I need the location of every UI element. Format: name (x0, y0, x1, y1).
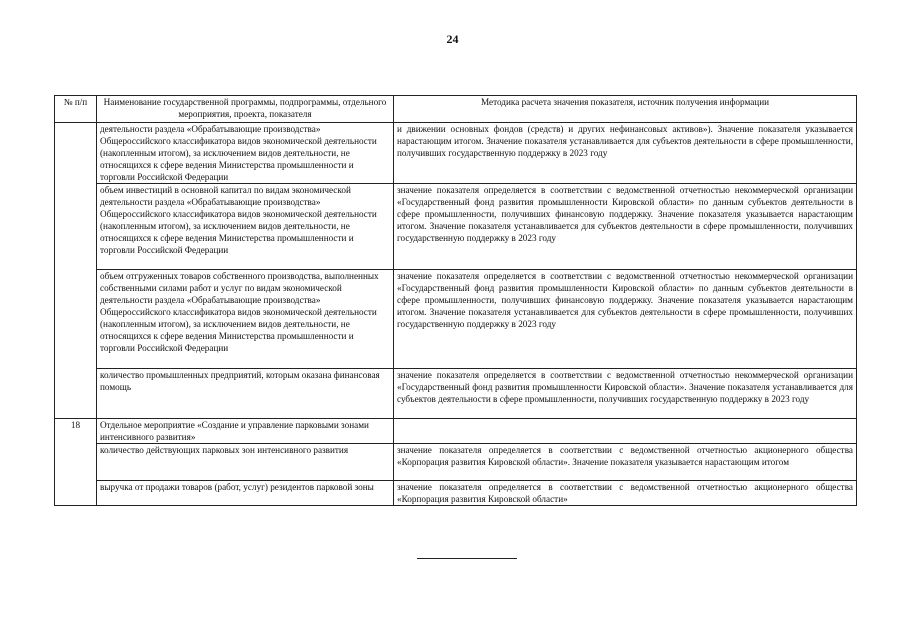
indicator-name: количество промышленных предприятий, которым оказана финансовая помощь (97, 369, 394, 419)
table-row (55, 444, 857, 481)
indicator-method: значение показателя определяется в соответствии с ведомственной отчетностью некоммерческой организации «Государственный фонд развития промышленности Кировской области» по данным субъектов деятельности в сфере промышленности, получивших финансовую поддержку. Значение показателя указывается нарастающим итогом. Значение показателя устанавливается для субъектов деятельности в сфере промышленности, получивших государственную поддержку в 2023 году (394, 184, 857, 270)
indicator-name: выручка от продажи товаров (работ, услуг) резидентов парковой зоны (97, 481, 394, 506)
indicator-table (54, 95, 857, 506)
indicator-method: значение показателя определяется в соответствии с ведомственной отчетностью некоммерческой организации «Государственный фонд развития промышленности Кировской области». Значение показателя устанавливается для субъектов деятельности в сфере промышленности, получивших государственную поддержку в 2023 году (394, 369, 857, 419)
indicator-name: количество действующих парковых зон интенсивного развития (97, 444, 394, 481)
header-number: № п/п (55, 96, 97, 123)
indicator-name: Отдельное мероприятие «Создание и управление парковыми зонами интенсивного развития» (97, 419, 394, 444)
row-number (55, 184, 97, 270)
row-number: 18 (55, 419, 97, 444)
end-divider-line (417, 558, 517, 559)
row-number (55, 270, 97, 369)
header-method: Методика расчета значения показателя, источник получения информации (394, 96, 857, 123)
indicator-name: деятельности раздела «Обрабатывающие производства» Общероссийского классификатора видов экономической деятельности (накопленным итогом), за исключением видов деятельности, не относящихся к сфере ведения Министерства промышленности и торговли Российской Федерации (97, 123, 394, 184)
table-row (55, 123, 857, 184)
page-number: 24 (446, 32, 459, 46)
indicator-name: объем инвестиций в основной капитал по видам экономической деятельности раздела «Обрабатывающие производства» Общероссийского классификатора видов экономической деятельности (накопленным итогом), за исключением видов деятельности, не относящихся к сфере ведения Министерства промышленности и торговли Российской Федерации (97, 184, 394, 270)
table-row (55, 481, 857, 506)
indicator-method: и движении основных фондов (средств) и других нефинансовых активов»). Значение показателя указывается нарастающим итогом. Значение показателя устанавливается для субъектов деятельности в сфере промышленности, получивших государственную поддержку в 2023 году (394, 123, 857, 184)
table-row (55, 270, 857, 369)
indicator-method: значение показателя определяется в соответствии с ведомственной отчетностью акционерного общества «Корпорация развития Кировской области». Значение показателя указывается нарастающим итогом (394, 444, 857, 481)
table-row (55, 184, 857, 270)
indicator-method: значение показателя определяется в соответствии с ведомственной отчетностью акционерного общества «Корпорация развития Кировской области» (394, 481, 857, 506)
table-row (55, 419, 857, 444)
row-number (55, 123, 97, 184)
table-header-row (55, 96, 857, 123)
indicator-method: значение показателя определяется в соответствии с ведомственной отчетностью некоммерческой организации «Государственный фонд развития промышленности Кировской области» по данным субъектов деятельности в сфере промышленности, получивших финансовую поддержку. Значение показателя указывается нарастающим итогом. Значение показателя устанавливается для субъектов деятельности в сфере промышленности, получивших государственную поддержку в 2023 году (394, 270, 857, 369)
header-name: Наименование государственной программы, подпрограммы, отдельного мероприятия, проекта, показателя (97, 96, 394, 123)
row-number (55, 481, 97, 506)
indicator-name: объем отгруженных товаров собственного производства, выполненных собственными силами работ и услуг по видам экономической деятельности раздела «Обрабатывающие производства» Общероссийского классификатора видов экономической деятельности (накопленным итогом), за исключением видов деятельности, не относящихся к сфере ведения Министерства промышленности и торговли Российской Федерации (97, 270, 394, 369)
row-number (55, 444, 97, 481)
table-row (55, 369, 857, 419)
row-number (55, 369, 97, 419)
indicator-method (394, 419, 857, 444)
